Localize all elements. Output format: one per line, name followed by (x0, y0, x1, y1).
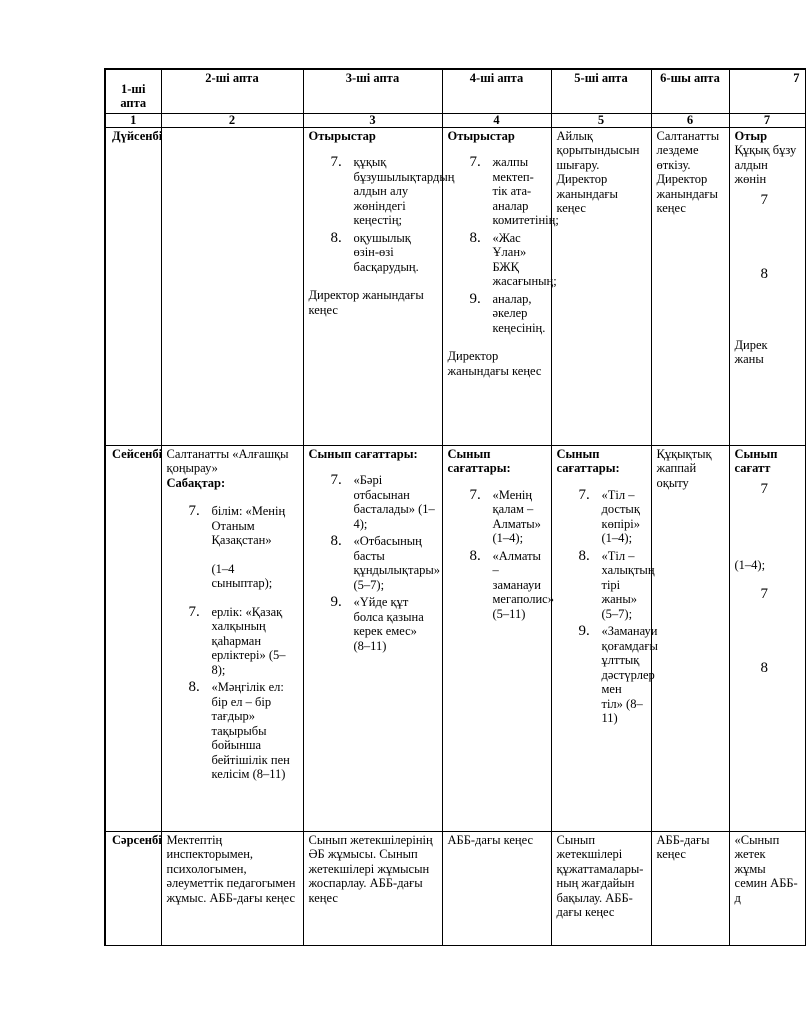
list-number: 7 (760, 480, 768, 497)
cell-note: Директор жанындағы кеңес (308, 288, 424, 317)
col-number: 5 (551, 113, 651, 127)
col-number: 7 (729, 113, 805, 127)
cell-wednesday-week5: Сынып жетекшілері құжаттамалары-ның жағдайын бақылау. АББ-дағы кеңес (551, 831, 651, 945)
item-list (448, 486, 554, 622)
list-item: 7. құқық бұзушылықтардың алдын алу жөніндегі кеңестің; (330, 154, 455, 227)
cell-text: Құқық бұзу алдын жөнін (734, 143, 797, 186)
header-row (105, 69, 805, 113)
list-item: 7. ерлік: «Қазақ халқының қаһарман ерліктері» (5–8); (188, 603, 286, 677)
cell-monday-week4 (442, 127, 559, 445)
cell-tuesday-week7 (729, 445, 805, 831)
item-list (167, 504, 298, 782)
column-number-row (105, 113, 805, 127)
cell-monday-week3 (303, 127, 455, 445)
list-number: 8 (760, 266, 768, 282)
header-week-4: 4-ші апта (442, 69, 551, 113)
cell-wednesday-week3: Сынып жетекшілерінің ӘБ жұмысы. Сынып жетекшілері жұмысын жоспарлау. АББ-дағы кеңес (303, 831, 442, 945)
list-item: 8. «Тіл – халықтың тірі жаны» (5–7); (578, 547, 655, 621)
list-item: 9. «Үйде құт болса қазына керек емес» (8–11) (330, 594, 424, 653)
cell-tuesday-week4 (442, 445, 554, 831)
col-number: 1 (105, 113, 161, 127)
list-item: 8. «Жас Ұлан» БЖҚ жасағының; (469, 229, 557, 288)
header-week-2: 2-ші апта (161, 69, 303, 113)
item-list (557, 486, 658, 726)
cell-title: Сынып сағаттары: (308, 446, 418, 461)
col-number: 2 (161, 113, 303, 127)
item-list (309, 472, 441, 653)
list-number: 8 (760, 660, 768, 676)
item-list (448, 154, 559, 335)
cell-monday-week2 (161, 127, 303, 445)
header-week-6: 6-шы апта (651, 69, 729, 113)
day-label-wednesday: Сәрсенбі (105, 831, 161, 945)
row-monday (105, 127, 805, 445)
item-list (309, 154, 455, 274)
cell-title: Отырыстар (447, 128, 515, 143)
cell-title: Сабақтар: (166, 475, 226, 490)
day-label-tuesday: Сейсенбі (105, 445, 161, 831)
list-item: 8. оқушылық өзін-өзі басқарудың. (330, 229, 419, 274)
cell-tuesday-week3 (303, 445, 442, 831)
cell-tuesday-week2 (161, 445, 303, 831)
list-item: 8. «Алматы – заманауи мегаполис» (5–11) (469, 547, 554, 621)
header-week-7: 7 (729, 69, 805, 113)
day-label-monday: Дүйсенбі (105, 127, 161, 445)
cell-title: Сынып сағатт (734, 446, 778, 475)
col-number: 4 (442, 113, 551, 127)
cell-monday-week7 (729, 127, 805, 445)
cell-title: Отырыстар (308, 128, 376, 143)
cell-tuesday-week5 (551, 445, 658, 831)
cell-wednesday-week4: АББ-дағы кеңес (442, 831, 551, 945)
cell-monday-week5: Айлық қорытындысын шығару. Директор жанындағы кеңес (551, 127, 651, 445)
cell-note: Директор жанындағы кеңес (447, 349, 542, 378)
cell-wednesday-week7: «Сынып жетек жұмы семин АББ-д (729, 831, 805, 945)
weekly-plan-table-container (104, 68, 806, 946)
header-week-1: 1-ші апта (105, 69, 161, 113)
row-wednesday (105, 831, 805, 945)
row-tuesday (105, 445, 805, 831)
cell-tuesday-week6: Құқықтық жаппай оқыту (651, 445, 729, 831)
list-item: 7. «Тіл – достық көпірі» (1–4); (578, 486, 640, 545)
header-week-5: 5-ші апта (551, 69, 651, 113)
header-week-3: 3-ші апта (303, 69, 442, 113)
cell-wednesday-week6: АББ-дағы кеңес (651, 831, 729, 945)
cell-note: Дирек жаны (734, 337, 768, 366)
list-item: 9. «Заманауи қоғамдағы ұлттық дәстүрлер мен тіл» (8–11) (578, 623, 658, 725)
cell-title: Отыр (734, 128, 768, 143)
col-number: 3 (303, 113, 442, 127)
col-number: 6 (651, 113, 729, 127)
list-item: 7. білім: «Менің Отаным Қазақстан» (1–4 сыныптар); (188, 503, 286, 590)
list-number: 7 (760, 585, 768, 602)
cell-text: (1–4); (734, 558, 766, 572)
cell-wednesday-week2: Мектептің инспекторымен, психологымен, әлеуметтік педагогымен жұмыс. АББ-дағы кеңес (161, 831, 303, 945)
list-item: 7. жалпы мектеп-тік ата-аналар комитетінің; (469, 154, 559, 227)
weekly-plan-table (104, 68, 806, 946)
cell-title: Сынып сағаттары: (556, 446, 620, 475)
list-item: 7. «Менің қалам – Алматы» (1–4); (469, 486, 541, 545)
cell-monday-week6: Салтанатты лездеме өткізу. Директор жанындағы кеңес (651, 127, 729, 445)
list-item: 9. аналар, әкелер кеңесінің. (469, 290, 546, 335)
cell-intro: Салтанатты «Алғашқы қоңырау» (166, 446, 289, 475)
cell-title: Сынып сағаттары: (447, 446, 511, 475)
list-item: 8. «Отбасының басты құндылықтары» (5–7); (330, 533, 441, 592)
list-item: 7. «Бәрі отбасынан басталады» (1–4); (330, 472, 435, 531)
list-number: 7 (760, 191, 768, 208)
list-item: 8. «Мәңгілік ел: бір ел – бір тағдыр» тақырыбы бойынша бейтішілік пен келісім (8–11) (188, 679, 290, 781)
